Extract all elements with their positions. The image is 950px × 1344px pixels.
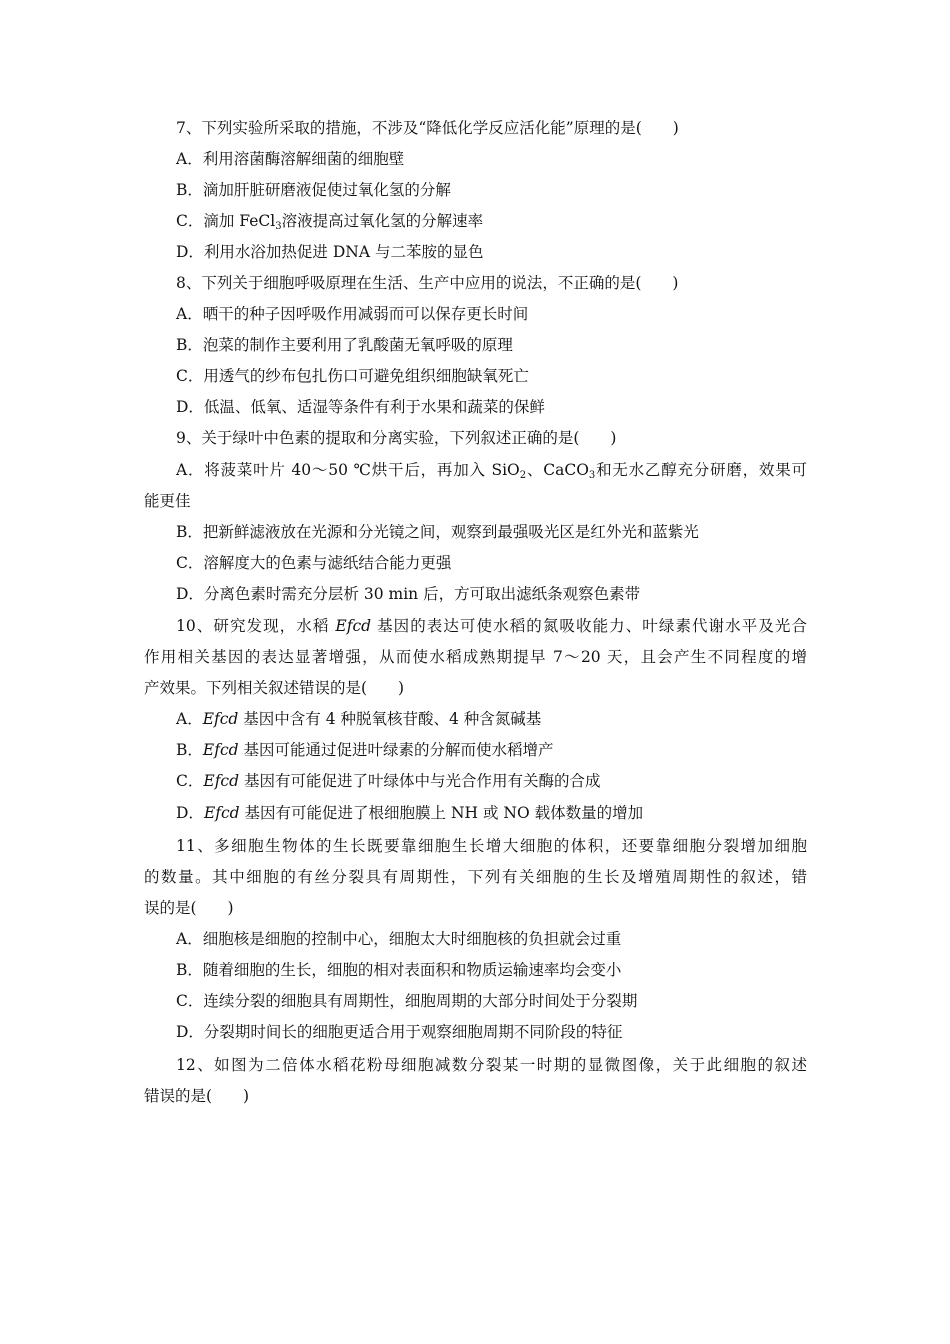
- q11-option-a: A．细胞核是细胞的控制中心，细胞太大时细胞核的负担就会过重: [176, 930, 622, 948]
- q7-option-c-text: C．滴加 FeCl: [176, 212, 276, 230]
- q9-option-d: D．分离色素时需充分层析 30 min 后，方可取出滤纸条观察色素带: [176, 585, 641, 603]
- q7-option-a: A．利用溶菌酶溶解细菌的细胞壁: [176, 150, 405, 168]
- q9-option-a-text: A．将菠菜叶片 40～50 ℃烘干后，再加入 SiO: [176, 461, 520, 479]
- q10-stem-line-1: [176, 616, 807, 636]
- q10-option-d-label: D．: [176, 804, 204, 822]
- q11-option-c: C．连续分裂的细胞具有周期性，细胞周期的大部分时间处于分裂期: [176, 992, 638, 1010]
- q10-option-a-label: A．: [176, 710, 203, 728]
- q11-stem-line-3: 误的是( ): [144, 899, 234, 917]
- q10-stem-text-rest: 基因的表达可使水稻的氮吸收能力、叶绿素代谢水平及光合: [371, 617, 807, 635]
- q9-option-c: C．溶解度大的色素与滤纸结合能力更强: [176, 554, 452, 572]
- q10-option-c-label: C．: [176, 772, 204, 790]
- q10-option-d-gene: Efcd: [203, 804, 240, 822]
- q9-stem: 9、关于绿叶中色素的提取和分离实验，下列叙述正确的是( ): [176, 429, 617, 447]
- q10-option-d-text: 基因有可能促进了根细胞膜上 NH 或 NO 载体数量的增加: [239, 804, 644, 822]
- q8-option-a: A．晒干的种子因呼吸作用减弱而可以保存更长时间: [176, 305, 529, 323]
- q11-option-b: B．随着细胞的生长，细胞的相对表面积和物质运输速率均会变小: [176, 961, 622, 979]
- q10-option-b-label: B．: [176, 741, 203, 759]
- q8-option-b: B．泡菜的制作主要利用了乳酸菌无氧呼吸的原理: [176, 336, 513, 354]
- q11-option-d: D．分裂期时间长的细胞更适合用于观察细胞周期不同阶段的特征: [176, 1023, 623, 1041]
- q8-option-d: D．低温、低氧、适湿等条件有利于水果和蔬菜的保鲜: [176, 398, 545, 416]
- q7-option-c-subscript: 3: [275, 221, 282, 232]
- q10-option-d: [176, 803, 643, 823]
- q10-stem-line-2: 作用相关基因的表达显著增强，从而使水稻成熟期提早 7～20 天，且会产生不同程度的增: [144, 648, 807, 666]
- q7-option-d: D．利用水浴加热促进 DNA 与二苯胺的显色: [176, 243, 484, 261]
- q10-option-b: [176, 740, 553, 760]
- q9-option-a-continued: 能更佳: [144, 492, 191, 510]
- q11-stem-line-1: 11、多细胞生物体的生长既要靠细胞生长增大细胞的体积，还要靠细胞分裂增加细胞: [176, 837, 807, 855]
- q10-option-a-gene: Efcd: [202, 710, 239, 728]
- q9-option-a-text-3: 和无水乙醇充分研磨，效果可: [595, 461, 808, 479]
- q7-option-c: [176, 211, 483, 231]
- q10-option-b-gene: Efcd: [202, 741, 239, 759]
- q10-option-c-text: 基因有可能促进了叶绿体中与光合作用有关酶的合成: [239, 772, 601, 790]
- q12-stem-line-1: 12、如图为二倍体水稻花粉母细胞减数分裂某一时期的显微图像，关于此细胞的叙述: [176, 1056, 807, 1074]
- q10-option-a-text: 基因中含有 4 种脱氧核苷酸、4 种含氮碱基: [238, 710, 542, 728]
- q7-stem: 7、下列实验所采取的措施，不涉及“降低化学反应活化能”原理的是( ): [176, 119, 679, 137]
- q10-gene-name: Efcd: [335, 617, 372, 635]
- q7-option-c-text-rest: 溶液提高过氧化氢的分解速率: [281, 212, 484, 230]
- q10-option-c-gene: Efcd: [203, 772, 240, 790]
- q9-option-a-subscript-1: 2: [519, 470, 527, 481]
- q8-option-c: C．用透气的纱布包扎伤口可避免组织细胞缺氧死亡: [176, 367, 529, 385]
- q10-stem-text: 10、研究发现，水稻: [176, 617, 336, 635]
- q9-option-a-subscript-2: 3: [588, 470, 596, 481]
- q10-stem-line-3: 产效果。下列相关叙述错误的是( ): [144, 679, 405, 697]
- q8-stem: 8、下列关于细胞呼吸原理在生活、生产中应用的说法，不正确的是( ): [176, 274, 679, 292]
- q10-option-b-text: 基因可能通过促进叶绿素的分解而使水稻增产: [238, 741, 554, 759]
- q11-stem-line-2: 的数量。其中细胞的有丝分裂具有周期性，下列有关细胞的生长及增殖周期性的叙述，错: [144, 868, 807, 886]
- q9-option-a-text-2: 、CaCO: [526, 461, 589, 479]
- q10-option-a: [176, 709, 541, 729]
- q7-option-b: B．滴加肝脏研磨液促使过氧化氢的分解: [176, 181, 451, 199]
- q9-option-b: B．把新鲜滤液放在光源和分光镜之间，观察到最强吸光区是红外光和蓝紫光: [176, 523, 699, 541]
- q10-option-c: [176, 771, 600, 791]
- q12-stem-line-2: 错误的是( ): [144, 1087, 250, 1105]
- q9-option-a: [176, 460, 807, 480]
